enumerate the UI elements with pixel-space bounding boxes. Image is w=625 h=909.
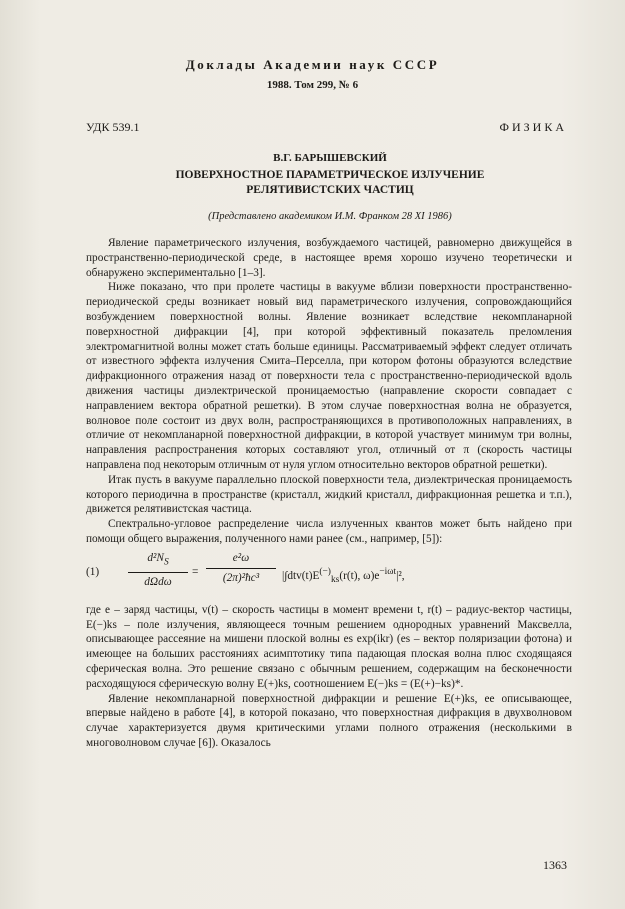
paragraph-4: Спектрально-угловое распределение числа излученных квантов может быть найдено при помощи общего выражения, полученного нами ранее (см., например, [5]): xyxy=(86,518,572,545)
formula-rhs-sup: (−) xyxy=(319,566,331,577)
paragraph-1: Явление параметрического излучения, возбуждаемого частицей, равномерно движущейся в пространственно-периодической среде, в настоящее время хорошо изучено теоретически и обнаружено экспериментально [1–3]. xyxy=(86,237,572,279)
formula-lhs-sub: S xyxy=(163,556,169,567)
formula-rhs-end: |², xyxy=(396,569,405,582)
journal-issue: 1988. Том 299, № 6 xyxy=(266,79,359,91)
author: В.Г. БАРЫШЕВСКИЙ xyxy=(273,152,387,164)
formula-number: (1) xyxy=(86,565,100,578)
udk-code: УДК 539.1 xyxy=(86,120,140,134)
title-line-2: РЕЛЯТИВИСТСКИХ ЧАСТИЦ xyxy=(246,184,414,196)
formula-equals: = xyxy=(192,565,199,578)
formula-rhs-fraction xyxy=(206,551,276,586)
formula-rhs-tail: (r(t), ω)e xyxy=(339,569,380,582)
formula-rhs-integral xyxy=(282,565,405,588)
article-title xyxy=(0,168,625,198)
page-number: 1363 xyxy=(543,858,567,872)
formula-lhs-den: dΩdω xyxy=(144,575,172,588)
paragraph-6: Явление некомпланарной поверхностной дифракции и решение E(+)ks, ее описывающее, впервые найдено в работе [4], в которой показано, что поверхностная дифракция в двухволновом случае характеризуется двумя критическими углами полного отражения (несколькими в многоволновом случае [6]). Оказалось xyxy=(86,692,572,749)
formula-rhs-exp: −iωt xyxy=(379,566,397,577)
paragraph-2: Ниже показано, что при пролете частицы в вакууме вблизи поверхности пространственно-периодической среды возникает новый вид параметрического излучения, сопровождающийся возбуждением поверхностной волны. Явление возникает вследствие некомпланарной поверхностной дифракции [4], при которой эффективный показатель преломления электромагнитной волны может стать больше единицы. Рассматриваемый эффект следует отличать от известного эффекта излучения Смита–Перселла, при котором фотоны образуются вследствие дифракционного отражения назад от поверхности тела с пространственно-периодической вдоль движения частицы диэлектрической проницаемостью (направление скорости совпадает с направлением вектора обратной решетки). В этом случае поверхностная волна не образуется, волновое поле состоит из двух волн, распространяющихся в противоположных направлениях, в отличие от некомпланарной поверхностной дифракции, в которой участвует минимум три волны, направления распространения которых составляют угол, отличный от π (скорость частицы направлена под некоторым отличным от нуля углом относительно векторов обратной решетки). xyxy=(86,281,572,471)
title-line-1: ПОВЕРХНОСТНОЕ ПАРАМЕТРИЧЕСКОЕ ИЗЛУЧЕНИЕ xyxy=(175,169,485,181)
formula-1 xyxy=(86,549,572,599)
formula-rhs-num: e²ω xyxy=(206,551,276,569)
formula-lhs xyxy=(128,551,188,590)
presented-by: (Представлено академиком И.М. Франком 28 XI 1986) xyxy=(208,211,452,222)
article-body xyxy=(86,236,572,751)
paragraph-5: где e – заряд частицы, v(t) – скорость частицы в момент времени t, r(t) – радиус-вектор частицы, E(−)ks – поле излучения, являющееся точным решением однородных уравнений Максвелла, описывающее рассеяние на мишени плоской волны es exp(ikr) (es – вектор поляризации фотона) и имеющее на больших расстояниях асимптотику типа падающая плоская волна плюс сходящаяся сферическая волна. Это решение связано с обычным решением, содержащим на бесконечности расходящуюся сферическую волну E(+)ks, соотношением E(−)ks = (E(+)−ks)*. xyxy=(86,603,572,690)
formula-lhs-num: d²N xyxy=(147,551,164,564)
formula-rhs-sub: ks xyxy=(330,574,340,585)
section-label: ФИЗИКА xyxy=(499,120,567,134)
formula-rhs-rest: |∫dtv(t)E xyxy=(282,569,320,582)
paragraph-3: Итак пусть в вакууме параллельно плоской поверхности тела, диэлектрическая проницаемость которого периодична в пространстве (кристалл, жидкий кристалл, дифракционная решетка и т.п.), движется релятивистская частица. xyxy=(86,473,572,516)
journal-title: Доклады Академии наук СССР xyxy=(185,57,440,72)
formula-rhs-den: (2π)²ħc³ xyxy=(222,571,260,584)
